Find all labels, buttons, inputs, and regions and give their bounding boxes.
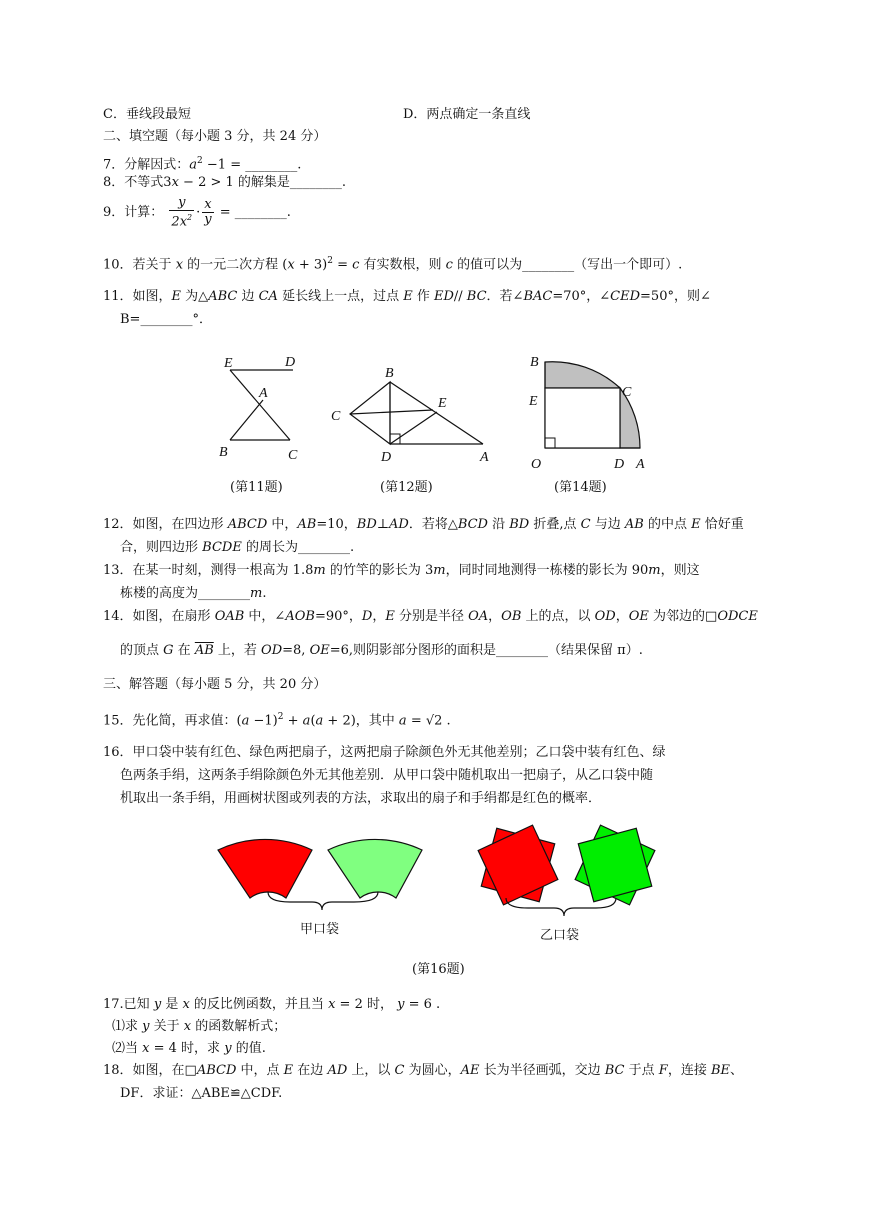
question-13-cont: 栋楼的高度为________m. bbox=[120, 586, 267, 601]
question-17: 17.已知 y 是 x 的反比例函数，并且当 x = 2 时， y = 6 . bbox=[103, 997, 441, 1012]
question-15: 15．先化简，再求值：$(a -1)^2 + a(a + 2)$，其中 a = √2 . bbox=[103, 712, 451, 729]
figure-11 bbox=[215, 348, 325, 468]
caption-fig11: (第11题) bbox=[230, 480, 283, 495]
question-17-2: ⑵当 x = 4 时，求 y 的值. bbox=[112, 1041, 266, 1056]
svg-text:E: E bbox=[438, 396, 447, 411]
svg-text:C: C bbox=[622, 385, 632, 400]
question-14: 14．如图，在扇形 OAB 中，∠AOB=90°，D，E 分别是半径 OA，OB 上的点，以 OD，OE 为邻边的□ODCE bbox=[103, 609, 758, 624]
svg-text:D: D bbox=[614, 457, 625, 472]
bag-a-label: 甲口袋 bbox=[300, 922, 340, 937]
question-16-b: 色两条手绢，这两条手绢除颜色外无其他差别．从甲口袋中随机取出一把扇子，从乙口袋中随 bbox=[120, 768, 654, 783]
figure-12 bbox=[325, 362, 495, 470]
option-d: D．两点确定一条直线 bbox=[403, 107, 531, 122]
label-c: C bbox=[288, 448, 298, 463]
option-c: C．垂线段最短 bbox=[103, 107, 191, 122]
figure-14 bbox=[525, 348, 655, 473]
question-18: 18．如图，在□ABCD 中，点 E 在边 AD 上，以 C 为圆心，AE 长为半径画弧，交边 BC 于点 F，连接 BE、 bbox=[103, 1063, 744, 1078]
caption-fig16: (第16题) bbox=[412, 962, 465, 977]
svg-text:D: D bbox=[381, 450, 392, 465]
question-14-cont: 的顶点 G 在 $\overline{AB}$ 上，若 OD=8, OE=6,则阴影部分图形的面积是________（结果保留 π）. bbox=[120, 643, 643, 658]
question-10: 10．若关于 x 的一元二次方程 $(x + 3)^2 = c$ 有实数根，则 c 的值可以为________（写出一个即可）. bbox=[103, 256, 683, 273]
question-16-a: 16．甲口袋中装有红色、绿色两把扇子，这两把扇子除颜色外无其他差别；乙口袋中装有红色、绿 bbox=[103, 745, 666, 760]
question-16-c: 机取出一条手绢，用画树状图或列表的方法，求取出的扇子和手绢都是红色的概率． bbox=[120, 791, 602, 806]
bag-b-label: 乙口袋 bbox=[540, 928, 580, 943]
svg-text:B: B bbox=[530, 355, 539, 370]
section-2-heading: 二、填空题（每小题 3 分，共 24 分） bbox=[103, 129, 327, 144]
question-17-1: ⑴求 y 关于 x 的函数解析式； bbox=[112, 1019, 287, 1034]
question-8: 8．不等式3x − 2 > 1 的解集是________. bbox=[103, 175, 347, 190]
svg-text:O: O bbox=[531, 457, 542, 472]
question-12: 12．如图，在四边形 ABCD 中，AB=10，BD⊥AD．若将△BCD 沿 BD 折叠,点 C 与边 AB 的中点 E 恰好重 bbox=[103, 517, 744, 532]
svg-text:C: C bbox=[331, 409, 341, 424]
svg-text:E: E bbox=[529, 394, 538, 409]
label-a: A bbox=[259, 386, 268, 401]
figure-16 bbox=[210, 820, 670, 950]
question-11-cont: B=________°． bbox=[120, 312, 212, 327]
caption-fig12: (第12题) bbox=[380, 480, 433, 495]
question-18-cont: DF．求证：△ABE≌△CDF. bbox=[120, 1086, 283, 1101]
svg-text:A: A bbox=[636, 457, 645, 472]
label-e: E bbox=[224, 356, 233, 371]
question-7: 7．分解因式：$a^2 -1$ = ________. bbox=[103, 156, 302, 173]
caption-fig14: (第14题) bbox=[554, 480, 607, 495]
svg-text:A: A bbox=[480, 450, 489, 465]
label-d: D bbox=[285, 355, 296, 370]
question-12-cont: 合，则四边形 BCDE 的周长为________. bbox=[120, 540, 355, 555]
question-13: 13．在某一时刻，测得一根高为 1.8m 的竹竿的影长为 3m，同时同地测得一栋楼的影长为 90m，则这 bbox=[103, 563, 700, 578]
question-11: 11．如图，E 为△ABC 边 CA 延长线上一点，过点 E 作 ED// BC．若∠BAC=70°，∠CED=50°，则∠ bbox=[103, 289, 711, 304]
svg-text:B: B bbox=[385, 366, 394, 381]
label-b: B bbox=[219, 445, 228, 460]
section-3-heading: 三、解答题（每小题 5 分，共 20 分） bbox=[103, 677, 327, 692]
question-9: 9．计算： $\frac{y}{2x^2}$ · $\frac{x}{y}$ = ________. bbox=[103, 195, 291, 230]
